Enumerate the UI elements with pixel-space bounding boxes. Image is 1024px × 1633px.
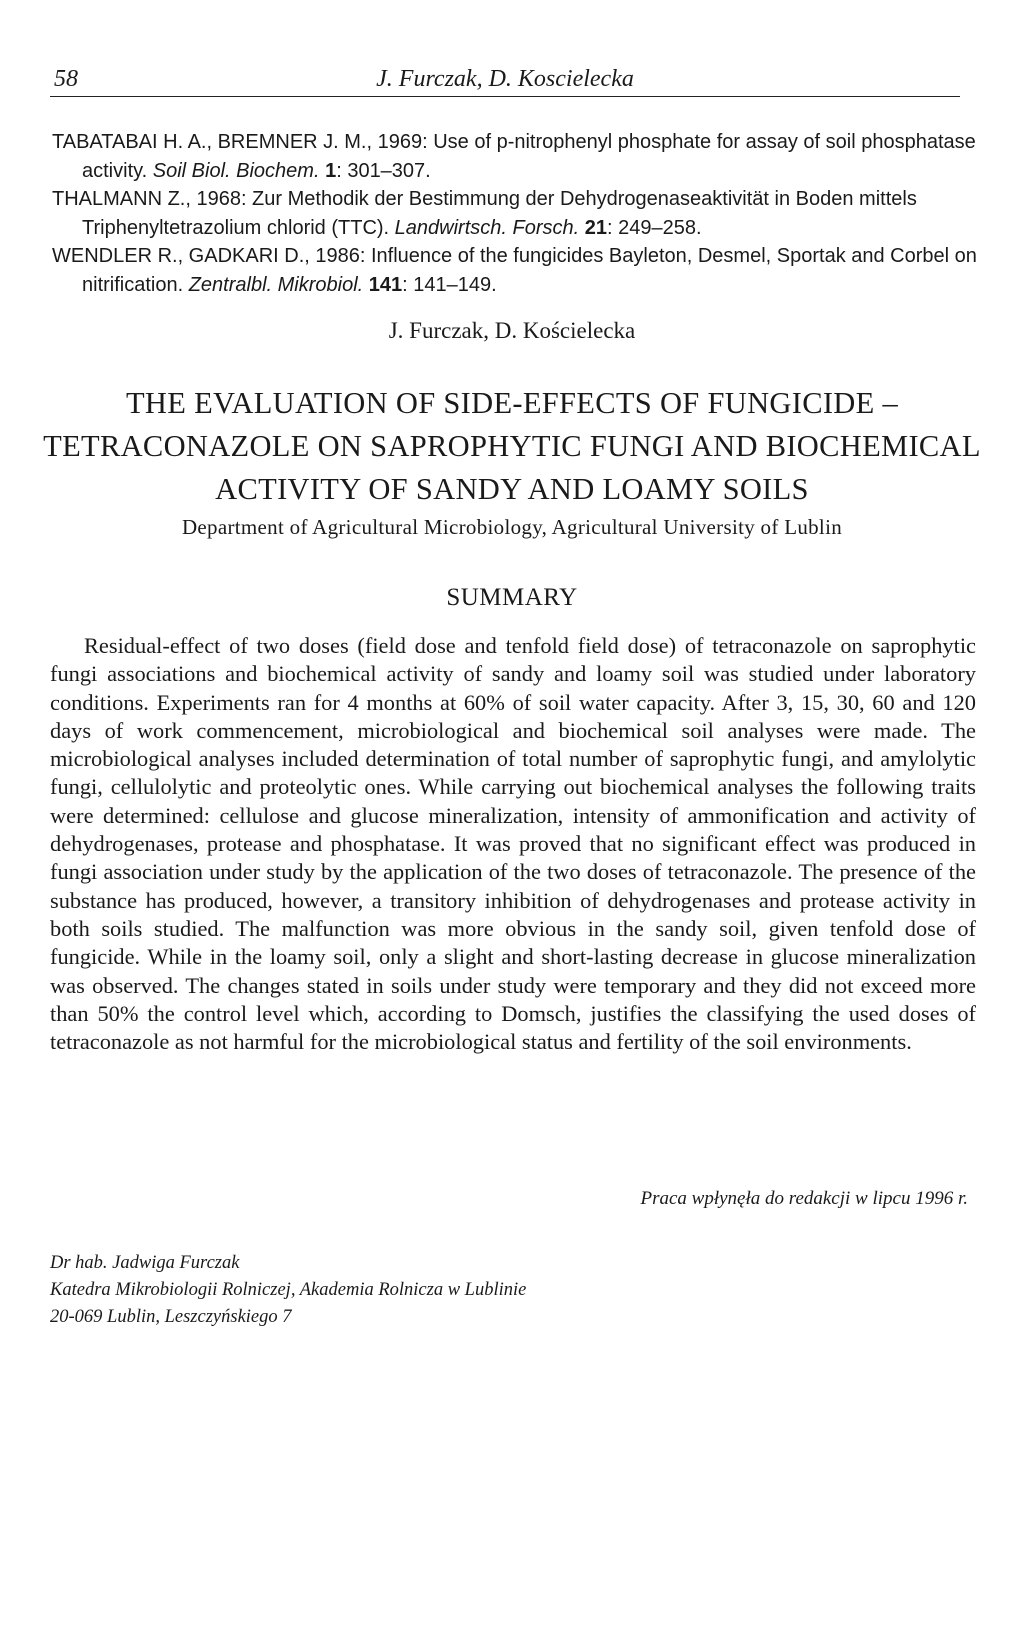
reference-pages: : 141–149. [402,273,497,296]
reference-list [52,128,978,299]
department-affiliation: Department of Agricultural Microbiology, Agricultural University of Lublin [181,515,843,539]
reference-authors: WENDLER R., GADKARI D., 1986: Influence of the fungicides Bayleton, Desmel, Sportak and Corbel on nitrification. [52,245,977,296]
address-street: 20-069 Lublin, Leszczyńskiego 7 [50,1307,292,1327]
reference-volume: 21 [584,216,607,239]
reference-pages: : 301–307. [336,159,431,182]
address-name: Dr hab. Jadwiga Furczak [50,1253,240,1273]
author-address [50,1250,526,1331]
reference-authors: TABATABAI H. A., BREMNER J. M., 1969: Use of p-nitrophenyl phosphate for assay of soil phosphatase activity. [52,131,976,182]
reference-item [52,185,978,242]
reference-journal: Zentralbl. Mikrobiol. [188,273,364,296]
summary-heading: SUMMARY [446,584,578,611]
reference-item [52,242,978,299]
reference-pages: : 249–258. [607,216,702,239]
received-date-note: Praca wpłynęła do redakcji w lipcu 1996 r. [640,1188,968,1209]
running-header [50,62,960,97]
reference-volume: 1 [325,159,337,182]
page-number: 58 [54,66,78,92]
article-title: THE EVALUATION OF SIDE-EFFECTS OF FUNGICIDE – TETRACONAZOLE ON SAPROPHYTIC FUNGI AND BIOCHEMICAL ACTIVITY OF SANDY AND LOAMY SOILS [43,386,981,506]
reference-authors: THALMANN Z., 1968: Zur Methodik der Bestimmung der Dehydrogenaseaktivität in Boden mittels Triphenyltetrazolium chlorid (TTC). [52,188,917,239]
address-institution: Katedra Mikrobiologii Rolniczej, Akademia Rolnicza w Lublinie [50,1280,527,1300]
article-authors: J. Furczak, D. Kościelecka [388,318,636,343]
reference-journal: Landwirtsch. Forsch. [394,216,580,239]
reference-volume: 141 [368,273,403,296]
reference-journal: Soil Biol. Biochem. [152,159,320,182]
summary-paragraph: Residual-effect of two doses (field dose and tenfold field dose) of tetraconazole on saprophytic fungi associations and biochemical activity of sandy and loamy soil was studied under laboratory conditions. Experiments ran for 4 months at 60% of soil water capacity. After 3, 15, 30, 60 and 120 days of work commencement, microbiological and biochemical soil analyses were made. The microbiological analyses included determination of total number of saprophytic fungi, and amylolytic fungi, cellulolytic and proteolytic ones. While carrying out biochemical analyses the following traits were determined: cellulose and glucose mineralization, intensity of ammonification and activity of dehydrogenases, protease and phosphatase. It was proved that no significant effect was produced in fungi association under study by the application of the two doses of tetraconazole. The presence of the substance has produced, however, a transitory inhibition of dehydrogenases and protease activity in both soils studied. The malfunction was more obvious in the sandy soil, given tenfold dose of fungicide. While in the loamy soil, only a slight and short-lasting decrease in glucose mineralization was observed. The changes stated in soils under study were temporary and they did not exceed more than 50% the control level which, according to Domsch, justifies the classifying the used doses of tetraconazole as not harmful for the microbiological status and fertility of the soil environments. [50,633,976,1055]
reference-item [52,128,978,185]
running-title: J. Furczak, D. Koscielecka [376,66,634,92]
